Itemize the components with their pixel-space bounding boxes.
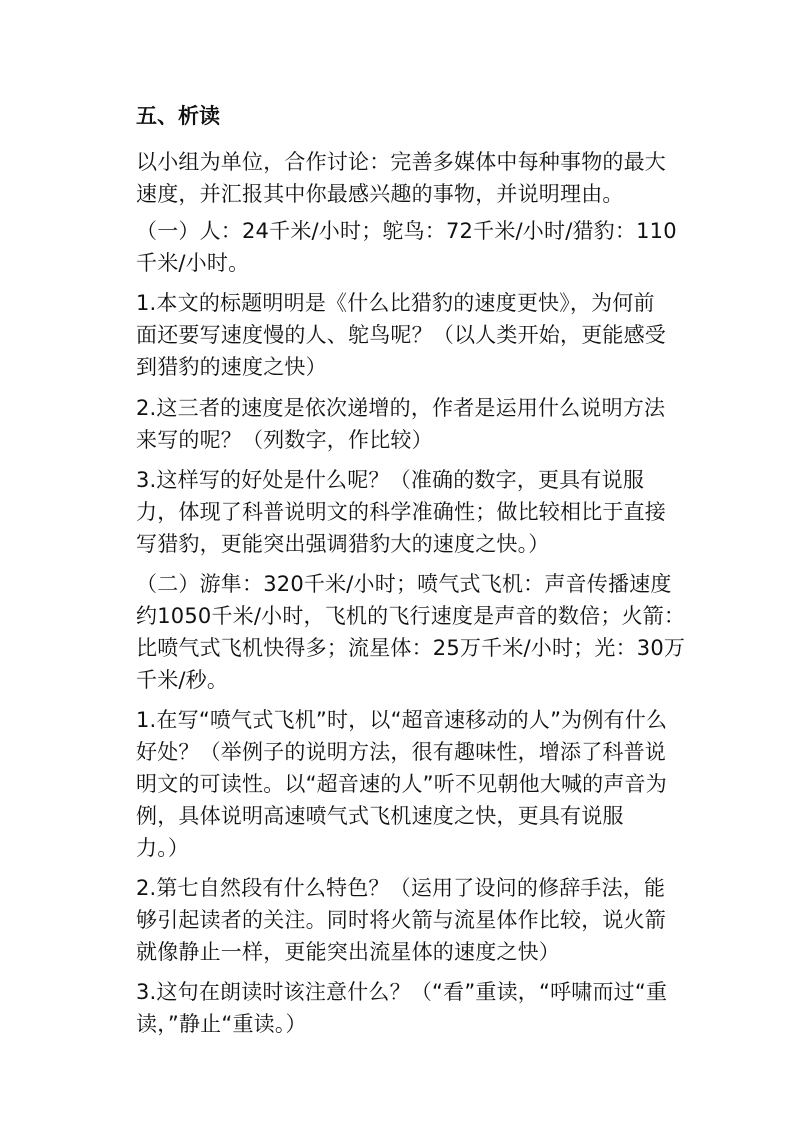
part2-q1-line-3: 明文的可读性。以“超音速的人”听不见朝他大喊的声音为 (136, 772, 667, 796)
part2-line-4: 千米/秒。 (136, 668, 229, 692)
part1-q2-line-1: 2.这三者的速度是依次递增的，作者是运用什么说明方法 (136, 396, 666, 420)
intro-line-2: 速度，并汇报其中你最感兴趣的事物，并说明理由。 (136, 182, 624, 206)
part2-q2-line-2: 够引起读者的关注。同时将火箭与流星体作比较，说火箭 (136, 908, 666, 932)
section-heading: 五、析读 (136, 104, 220, 128)
part2-q1-line-5: 力。） (136, 836, 190, 860)
part1-q3-line-3: 写猎豹，更能突出强调猎豹大的速度之快。） (136, 532, 550, 556)
part1-line-2: 千米/小时。 (136, 251, 250, 275)
part2-q1-line-1: 1.在写“喷气式飞机”时，以“超音速移动的人”为例有什么 (136, 708, 668, 732)
part2-q1-line-4: 例，具体说明高速喷气式飞机速度之快，更具有说服 (136, 804, 624, 828)
part1-q3-line-1: 3.这样写的好处是什么呢？（准确的数字，更具有说服 (136, 468, 645, 492)
part2-line-2: 约1050千米/小时，飞机的飞行速度是声音的数倍；火箭： (136, 604, 686, 628)
part1-q2-line-2: 来写的呢？（列数字，作比较） (136, 428, 433, 452)
part1-q3-line-2: 力，体现了科普说明文的科学准确性；做比较相比于直接 (136, 500, 666, 524)
part1-q1-line-2: 面还要写速度慢的人、鸵鸟呢？（以人类开始，更能感受 (136, 323, 666, 347)
part1-line-1: （一）人：24千米/小时；鸵鸟：72千米/小时/猎豹：110 (136, 219, 677, 243)
part2-line-3: 比喷气式飞机快得多；流星体：25万千米/小时；光：30万 (136, 636, 686, 660)
part2-q2-line-3: 就像静止一样，更能突出流星体的速度之快） (136, 940, 560, 964)
part2-q2-line-1: 2.第七自然段有什么特色？（运用了设问的修辞手法，能 (136, 876, 666, 900)
part1-q1-line-1: 1.本文的标题明明是《什么比猎豹的速度更快》，为何前 (136, 291, 655, 315)
intro-line-1: 以小组为单位，合作讨论：完善多媒体中每种事物的最大 (136, 150, 666, 174)
part2-q1-line-2: 好处？（举例子的说明方法，很有趣味性，增添了科普说 (136, 740, 666, 764)
part2-q3-line-1: 3.这句在朗读时该注意什么？（“看”重读，“呼啸而过“重 (136, 980, 668, 1004)
part2-q3-line-2: 读，”静止“重读。） (136, 1012, 307, 1036)
part2-line-1: （二）游隼：320千米/小时；喷气式飞机：声音传播速度 (136, 572, 672, 596)
part1-q1-line-3: 到猎豹的速度之快） (136, 355, 327, 379)
